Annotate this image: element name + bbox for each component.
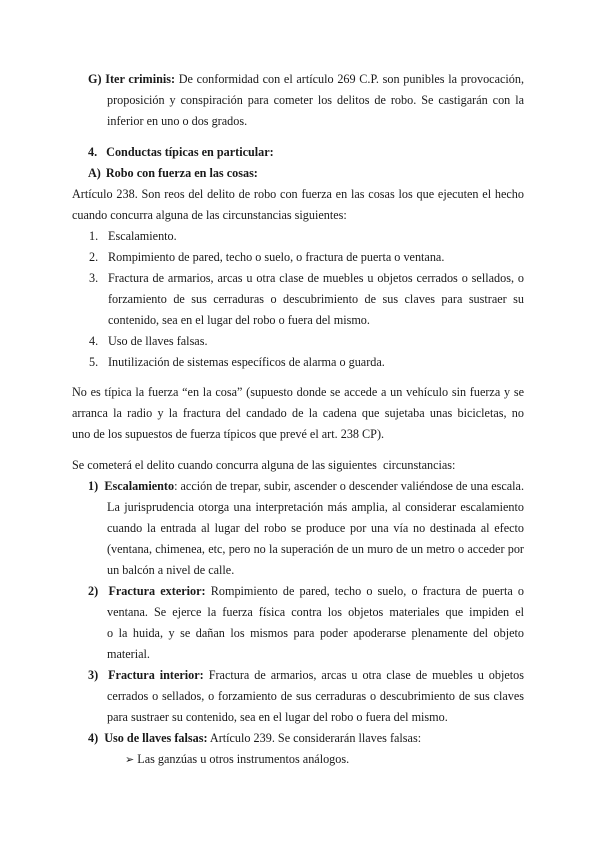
list1-item: 4. Uso de llaves falsas. (89, 334, 208, 348)
list2-item-3-line-3: para sustraer su contenido, sea en el lugar del robo o fuera del mismo. (107, 710, 448, 724)
section-g-line-3: inferior en uno o dos grados. (107, 114, 248, 128)
section-g-line-2: proposición y conspiración para cometer los delitos de robo. Se castigarán con la (107, 93, 524, 107)
list1-item-3-line-1: Fractura de armarios, arcas u otra clase de muebles u objetos cerrados o sellados, o (108, 271, 524, 285)
art238-line-2: cuando concurra alguna de las circunstancias siguientes: (72, 208, 347, 222)
arrow-bullet-icon: ➢ (125, 753, 135, 766)
list2-item-1-line-1: 1) Escalamiento: acción de trepar, subir, ascender o descender valiéndose de una escala. (88, 479, 524, 493)
section-g-title: Iter criminis: (105, 72, 176, 86)
para-intro: Se cometerá el delito cuando concurra alguna de las siguientes circunstancias: (72, 458, 456, 472)
list1-item-3-line-3: contenido, sea en el lugar del robo o fuera del mismo. (108, 313, 370, 327)
list2-item-4-line-1: 4) Uso de llaves falsas: Artículo 239. Se considerarán llaves falsas: (88, 731, 422, 745)
list2-item-1-line-5: un balcón a nivel de calle. (107, 563, 235, 577)
heading-a-text: Robo con fuerza en las cosas: (105, 166, 258, 180)
list2-item-3-line-2: cerrados o sellados, o forzamiento de sus cerraduras o descubrimiento de sus claves (107, 689, 524, 703)
list2-item-4-title: Uso de llaves falsas: (104, 731, 208, 745)
list2-item-3-line-1: 3) Fractura interior: Fractura de armarios, arcas u otra clase de muebles u objetos (88, 668, 524, 682)
list2-item-2-line-2: ventana. Se ejerce la fuerza física contra los objetos materiales que impiden el (107, 605, 524, 619)
section-g-marker: G) (88, 72, 102, 86)
section-g-line-1: G) Iter criminis: De conformidad con el artículo 269 C.P. son punibles la provocación, (88, 72, 524, 86)
sub-bullet-text: Las ganzúas u otros instrumentos análogos. (137, 752, 350, 766)
list2-item-1-title: Escalamiento (104, 479, 175, 493)
para-fuerza-line-1: No es típica la fuerza “en la cosa” (supuesto donde se accede a un vehículo sin fuerza y se (72, 385, 524, 399)
para-fuerza-line-3: uno de los supuestos de fuerza típicos que prevé el art. 238 CP). (72, 427, 385, 441)
list1-item: 5. Inutilización de sistemas específicos de alarma o guarda. (89, 355, 385, 369)
sub-bullet (125, 751, 349, 768)
list2-item-3-title: Fractura interior: (108, 668, 204, 682)
document-page: G) Iter criminis: De conformidad con el artículo 269 C.P. son punibles la provocación, proposición y conspiración para cometer los delitos de robo. Se castigarán con la inferior en uno o dos grados. 4. Conductas típicas en particular: A) Robo con fuerza en las cosas: Artículo 238. Son reos del delito de robo con fuerza en las cosas los que ejecuten el hecho cuando concurra alguna de las circunstancias siguientes: 1. Escalamiento. 2. Rompimiento de pared, techo o suelo, o fractura de puerta o ventana. 3. Fractura de armarios, arcas u otra clase de muebles u objetos cerrados o sellados, o forzamiento de sus cerraduras o descubrimiento de sus claves para sustraer su contenido, sea en el lugar del robo o fuera del mismo. 4. Uso de llaves falsas. 5. Inutilización de sistemas específicos de alarma o guarda. No es típica la fuerza “en la cosa” (supuesto donde se accede a un vehículo sin fuerza y se arranca la radio y la fractura del candado de la cadena que sujetaba unas bicicletas, no uno de los supuestos de fuerza típicos que prevé el art. 238 CP). Se cometerá el delito cuando concurra alguna de las siguientes circunstancias: 1) Escalamiento: acción de trepar, subir, ascender o descender valiéndose de una escala. La jurisprudencia otorga una interpretación más amplia, al considerar escalamiento cuando la entrada al lugar del robo se produce por una vía no destinada al efecto (ventana, chimenea, etc, pero no la superación de un muro de un metro o acceder por un balcón a nivel de calle. 2) Fractura exterior: Rompimiento de pared, techo o suelo, o fractura de puerta o ventana. Se ejerce la fuerza física contra los objetos materiales que impiden el o la huida, y se dañan los mismos para poder apoderarse plenamente del objeto material. 3) Fractura interior: Fractura de armarios, arcas u otra clase de muebles u objetos cerrados o sellados, o forzamiento de sus cerraduras o descubrimiento de sus claves para sustraer su contenido, sea en el lugar del robo o fuera del mismo. 4) Uso de llaves falsas: Artículo 239. Se considerarán llaves falsas: ➢ Las ganzúas u otros instrumentos análogos. (72, 72, 524, 766)
art238-line-1: Artículo 238. Son reos del delito de robo con fuerza en las cosas los que ejecuten el hecho (72, 187, 524, 201)
list2-item-2-line-4: material. (107, 647, 150, 661)
list1-item: 2. Rompimiento de pared, techo o suelo, o fractura de puerta o ventana. (89, 250, 445, 264)
list2-item-2-title: Fractura exterior: (108, 584, 206, 598)
list1-item: 1. Escalamiento. (89, 229, 177, 243)
list2-item-1-line-3: cuando la entrada al lugar del robo se produce por una vía no destinada al efecto (107, 521, 524, 535)
list2-item-2-line-3: o la huida, y se dañan los mismos para poder apoderarse plenamente del objeto (107, 626, 524, 640)
heading-a: A) Robo con fuerza en las cosas: (88, 166, 258, 180)
heading-4-text: Conductas típicas en particular: (106, 145, 274, 159)
list2-item-2-line-1: 2) Fractura exterior: Rompimiento de pared, techo o suelo, o fractura de puerta o (88, 584, 524, 598)
heading-4: 4. Conductas típicas en particular: (88, 145, 274, 159)
list2-item-1-line-4: (ventana, chimenea, etc, pero no la superación de un muro de un metro o acceder por (107, 542, 524, 556)
list2-item-1-line-2: La jurisprudencia otorga una interpretación más amplia, al considerar escalamiento (107, 500, 524, 514)
list1-item-3-line-2: forzamiento de sus cerraduras o descubrimiento de sus claves para sustraer su (108, 292, 524, 306)
para-fuerza-line-2: arranca la radio y la fractura del candado de la cadena que sujetaba unas bicicletas, no (72, 406, 524, 420)
